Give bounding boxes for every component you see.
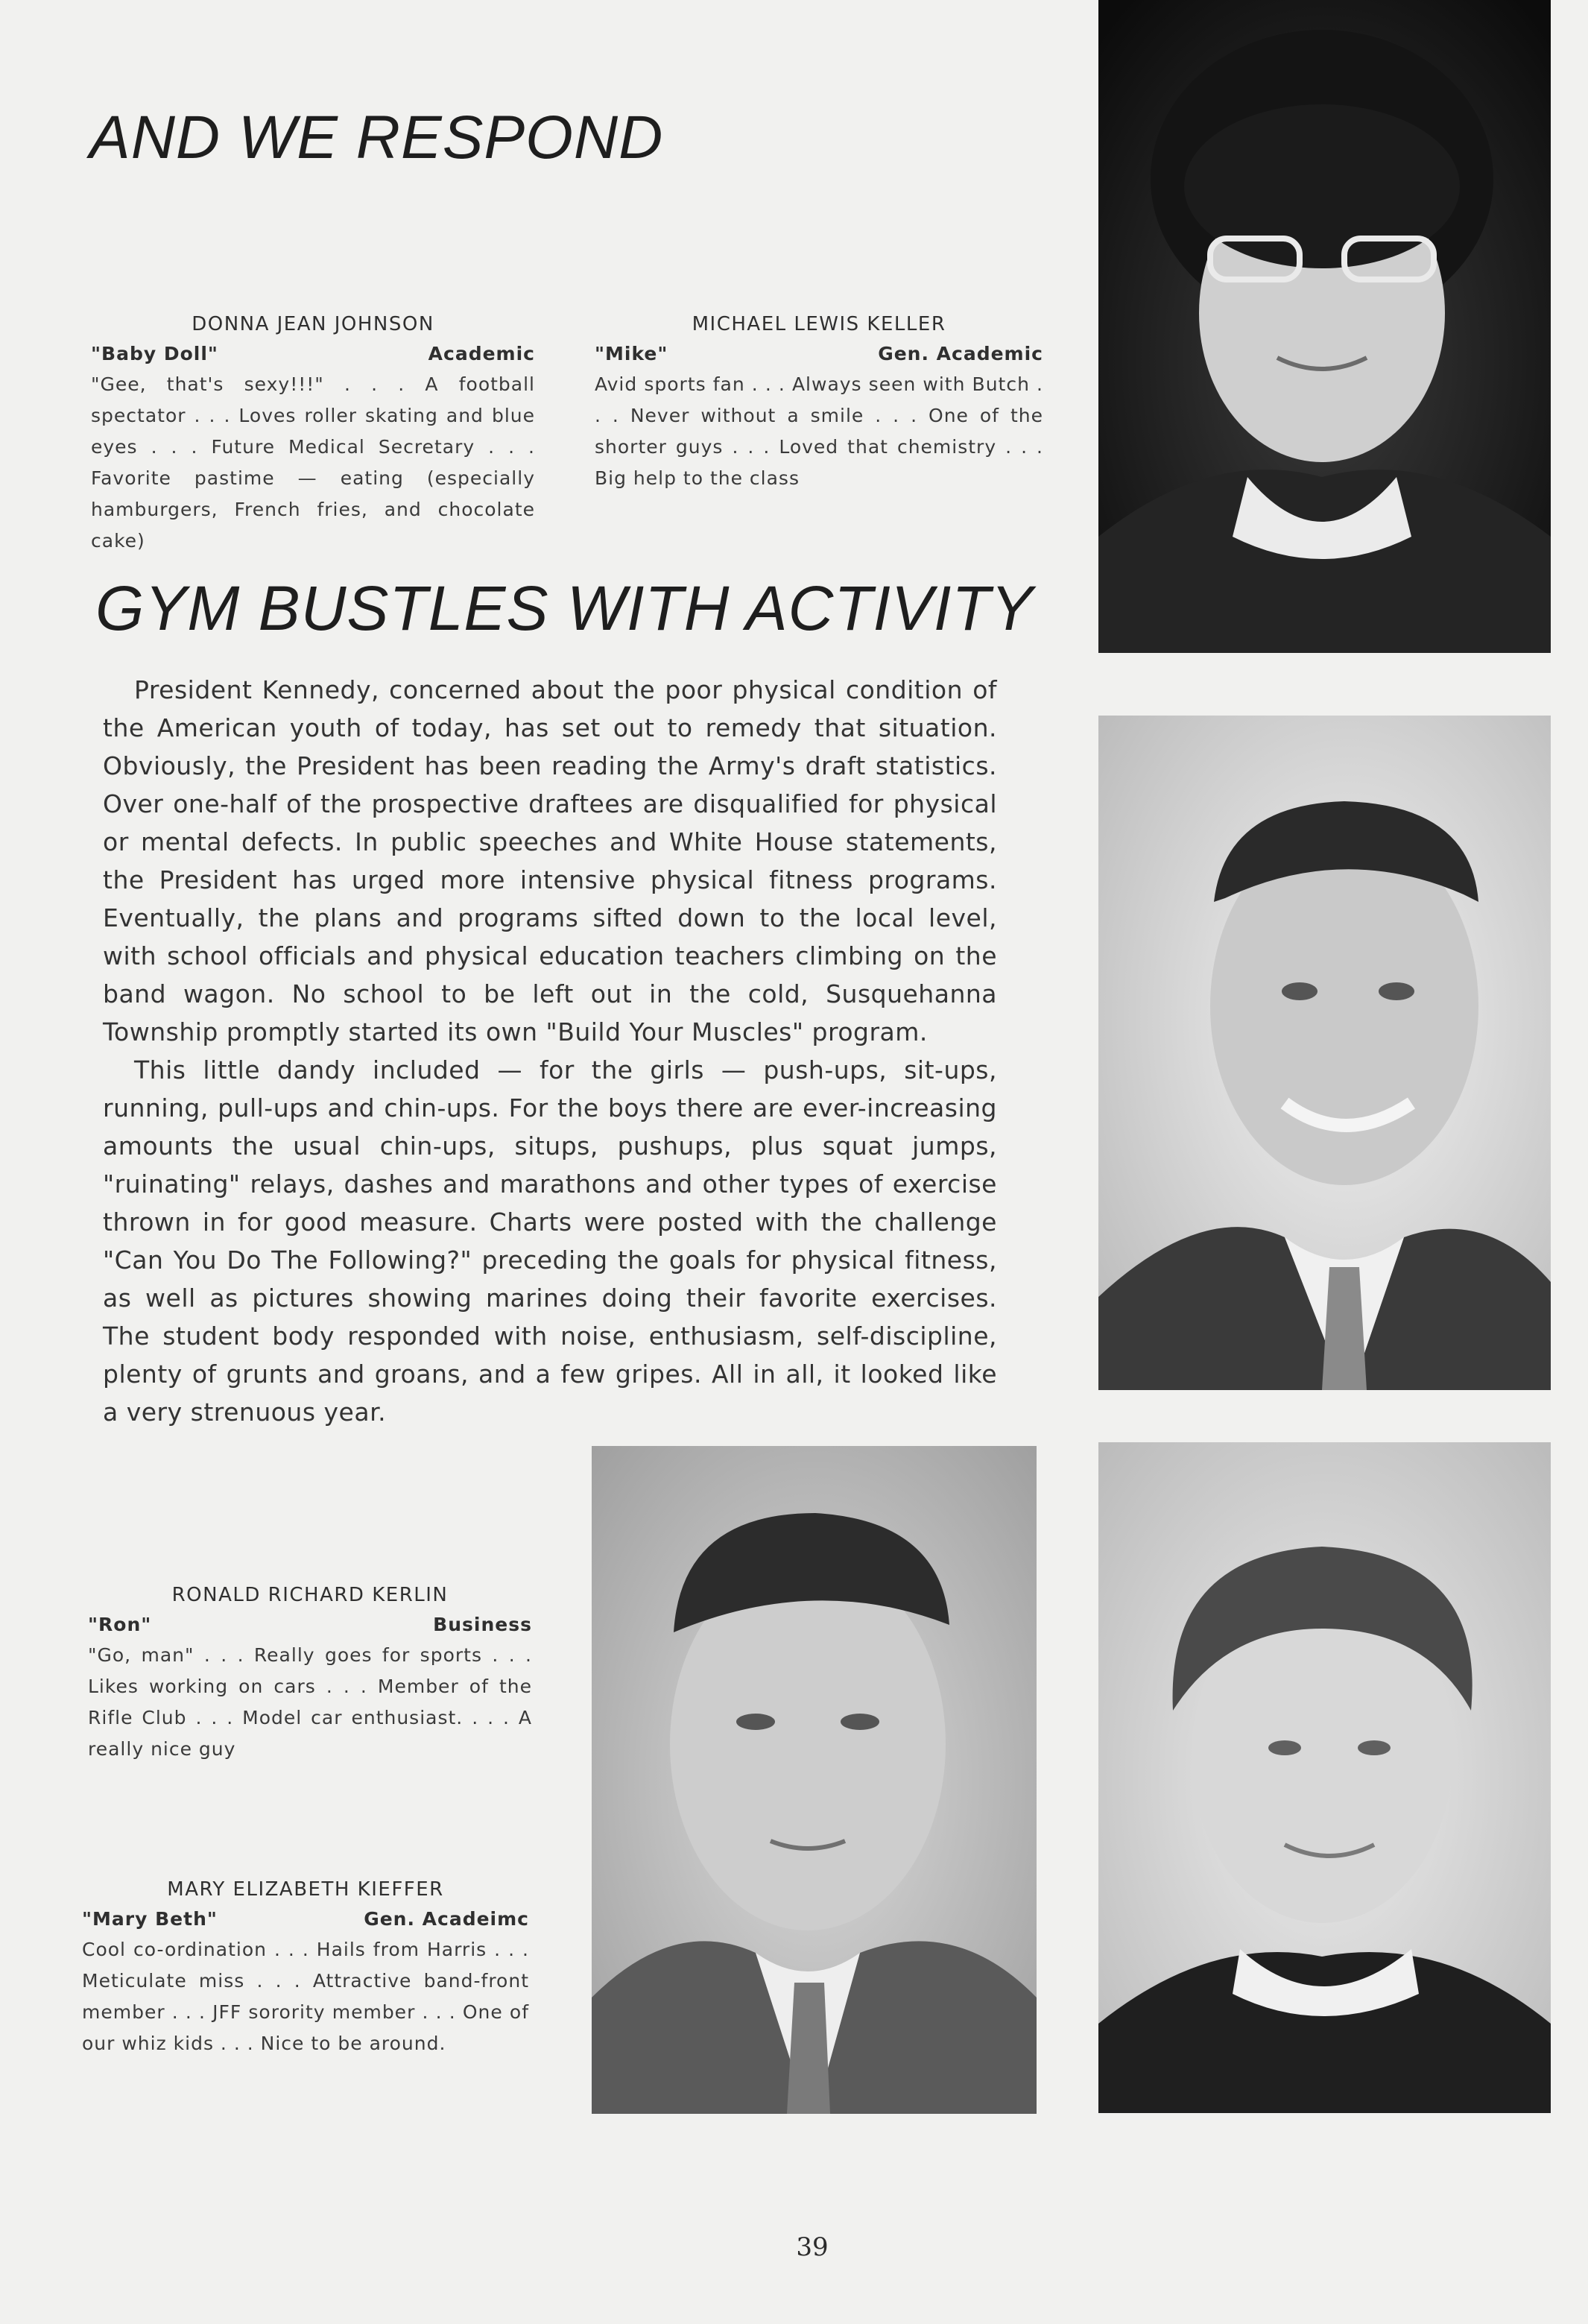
- portrait-photo-kerlin: [592, 1446, 1037, 2114]
- section-heading-gym: GYM BUSTLES WITH ACTIVITY: [95, 573, 1034, 643]
- article-body: [103, 671, 997, 1431]
- portrait-photo-johnson: [1098, 0, 1551, 653]
- section-heading-respond: AND WE RESPOND: [89, 104, 664, 171]
- student-meta: [88, 1614, 532, 1635]
- student-course: Gen. Academic: [878, 343, 1043, 364]
- student-meta: [595, 343, 1043, 364]
- bio-michael-lewis-keller: [595, 313, 1043, 494]
- student-nickname: "Mary Beth": [82, 1908, 218, 1930]
- student-name: MARY ELIZABETH KIEFFER: [167, 1878, 444, 1901]
- student-description: "Gee, that's sexy!!!" . . . A football spectator . . . Loves roller skating and blue eyes . . . Future Medical Secretary . . . Favorite pastime — eating (especially hamburgers, French fries, and chocolate cake): [91, 373, 535, 552]
- student-description: Cool co-ordination . . . Hails from Harris . . . Meticulate miss . . . Attractive band-front member . . . JFF sorority member . . . One of our whiz kids . . . Nice to be around.: [82, 1939, 529, 2054]
- student-course: Business: [433, 1614, 532, 1635]
- student-nickname: "Mike": [595, 343, 668, 364]
- bio-donna-jean-johnson: [91, 313, 535, 557]
- bio-ronald-richard-kerlin: [88, 1584, 532, 1765]
- student-course: Academic: [428, 343, 535, 364]
- article-paragraph: President Kennedy, concerned about the poor physical condition of the American youth of today, has set out to remedy that situation. Obviously, the President has been reading the Army's draft statistics. Over one-half of the prospective draftees are disqualified for physical or mental defects. In public speeches and White House statements, the President has urged more intensive physical fitness programs. Eventually, the plans and programs sifted down to the local level, with school officials and physical education teachers climbing on the band wagon. No school to be left out in the cold, Susquehanna Township promptly started its own "Build Your Muscles" program.: [103, 675, 997, 1046]
- student-description: Avid sports fan . . . Always seen with Butch . . . Never without a smile . . . One of the shorter guys . . . Loved that chemistry . . . Big help to the class: [595, 373, 1043, 489]
- student-name: DONNA JEAN JOHNSON: [192, 313, 434, 335]
- student-meta: [82, 1908, 529, 1930]
- portrait-photo-kieffer: [1098, 1442, 1551, 2113]
- article-paragraph: This little dandy included — for the girls — push-ups, sit-ups, running, pull-ups and chin-ups. For the boys there are ever-increasing amounts the usual chin-ups, situps, pushups, plus squat jumps, "ruinating" relays, dashes and marathons and other types of exercise thrown in for good measure. Charts were posted with the challenge "Can You Do The Following?" preceding the goals for physical fitness, as well as pictures showing marines doing their favorite exercises. The student body responded with noise, enthusiasm, self-discipline, plenty of grunts and groans, and a few gripes. All in all, it looked like a very strenuous year.: [103, 1055, 997, 1427]
- bio-mary-elizabeth-kieffer: [82, 1878, 529, 2059]
- student-description: "Go, man" . . . Really goes for sports . . . Likes working on cars . . . Member of the Rifle Club . . . Model car enthusiast. . . . A really nice guy: [88, 1644, 532, 1760]
- student-nickname: "Ron": [88, 1614, 152, 1635]
- student-nickname: "Baby Doll": [91, 343, 218, 364]
- page-number: 39: [796, 2232, 829, 2262]
- student-meta: [91, 343, 535, 364]
- student-course: Gen. Acadeimc: [364, 1908, 529, 1930]
- student-name: RONALD RICHARD KERLIN: [171, 1584, 449, 1606]
- portrait-photo-keller: [1098, 716, 1551, 1390]
- student-name: MICHAEL LEWIS KELLER: [692, 313, 946, 335]
